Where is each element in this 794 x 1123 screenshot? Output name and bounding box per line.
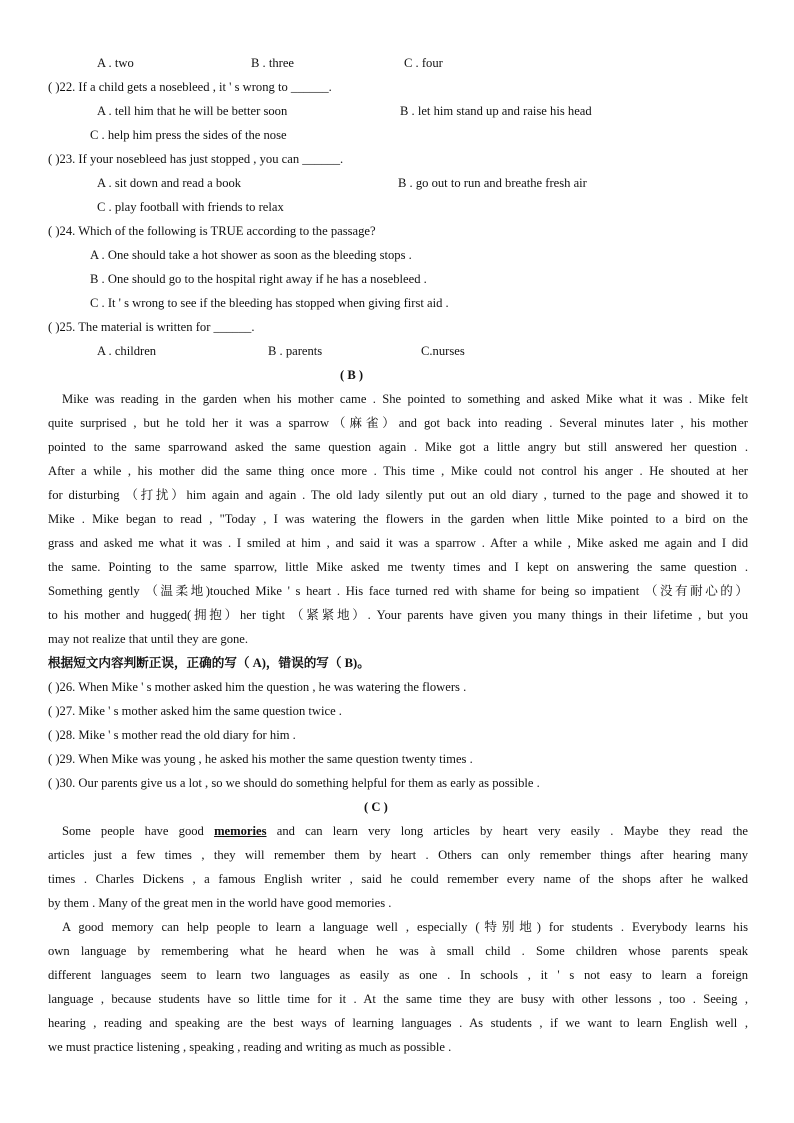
q21-option-c: C . four bbox=[404, 56, 443, 70]
passage-c-line: by them . Many of the great men in the world have good memories . bbox=[48, 896, 392, 910]
passage-c-text: Some people have good bbox=[62, 824, 215, 838]
section-c-heading: ( C ) bbox=[364, 800, 388, 814]
question-29: ( )29. When Mike was young , he asked his mother the same question twenty times . bbox=[48, 752, 473, 766]
passage-b-line: After a while , his mother did the same thing once more . This time , Mike could not control his anger . He shouted at her bbox=[48, 464, 748, 478]
passage-c-line: different languages seem to learn two languages as easily as one . In schools , it ' s not easy to learn a foreign bbox=[48, 968, 748, 982]
passage-c-line: articles just a few times , they will remember them by heart . Others can only remember things after hearing many bbox=[48, 848, 748, 862]
passage-c-text: and can learn very long articles by heart very easily . Maybe they read the bbox=[266, 824, 748, 838]
passage-c-line: own language by remembering what he heard when he was à small child . Some children whose parents speak bbox=[48, 944, 748, 958]
q22-option-a: A . tell him that he will be better soon bbox=[97, 104, 288, 118]
q23-option-c: C . play football with friends to relax bbox=[97, 200, 284, 214]
q25-stem: ( )25. The material is written for ______. bbox=[48, 320, 255, 334]
q24-stem: ( )24. Which of the following is TRUE according to the passage? bbox=[48, 224, 376, 238]
q23-stem: ( )23. If your nosebleed has just stopped , you can ______. bbox=[48, 152, 344, 166]
passage-c-line: language , because students have so little time for it . At the same time they are busy with other lessons , too . Seeing , bbox=[48, 992, 748, 1006]
passage-b-line: Something gently （温柔地)touched Mike ' s heart . His face turned red with shame for being so impatient （没有耐心的） bbox=[48, 584, 748, 598]
question-27: ( )27. Mike ' s mother asked him the same question twice . bbox=[48, 704, 342, 718]
q23-option-a: A . sit down and read a book bbox=[97, 176, 242, 190]
q25-option-a: A . children bbox=[97, 344, 157, 358]
passage-b-line: for disturbing （打扰）him again and again . The old lady silently put out an old diary , turned to the page and showed it to bbox=[48, 488, 748, 502]
question-28: ( )28. Mike ' s mother read the old diary for him . bbox=[48, 728, 296, 742]
q24-option-a: A . One should take a hot shower as soon as the bleeding stops . bbox=[90, 248, 412, 262]
question-30: ( )30. Our parents give us a lot , so we should do something helpful for them as early as possible . bbox=[48, 776, 540, 790]
passage-b-line: grass and asked me what it was . I smiled at him , and said it was a sparrow . After a while , Mike asked me again and I did bbox=[48, 536, 748, 550]
passage-b-line: pointed to the same sparrowand asked the same question again . Mike got a little angry but still answered her question . bbox=[48, 440, 748, 454]
passage-b-line: quite surprised , but he told her it was a sparrow（麻雀）and got back into reading . Several minutes later , his mother bbox=[48, 416, 748, 430]
passage-c-line: times . Charles Dickens , a famous English writer , said he could remember every name of the shops after he walked bbox=[48, 872, 748, 886]
passage-b-line: Mike was reading in the garden when his mother came . She pointed to something and asked Mike what it was . Mike felt bbox=[62, 392, 748, 406]
question-26: ( )26. When Mike ' s mother asked him the question , he was watering the flowers . bbox=[48, 680, 467, 694]
section-b-instruction: 根据短文内容判断正误，正确的写（ A)，错误的写（ B)。 bbox=[48, 656, 370, 670]
q21-option-a: A . two bbox=[97, 56, 134, 70]
section-b-heading: ( B ) bbox=[340, 368, 364, 382]
q24-option-c: C . It ' s wrong to see if the bleeding has stopped when giving first aid . bbox=[90, 296, 449, 310]
q22-option-b: B . let him stand up and raise his head bbox=[400, 104, 592, 118]
q24-option-b: B . One should go to the hospital right away if he has a nosebleed . bbox=[90, 272, 427, 286]
passage-b-line: the same. Pointing to the same sparrow, little Mike asked me twenty times and I kept on answering the same question . bbox=[48, 560, 748, 574]
passage-b-line: to his mother and hugged(拥抱）her tight （紧紧地）. Your parents have given you many things in their lifetime , but you bbox=[48, 608, 748, 622]
q22-stem: ( )22. If a child gets a nosebleed , it ' s wrong to ______. bbox=[48, 80, 332, 94]
underlined-word-memories: memories bbox=[214, 824, 267, 838]
passage-c-line: we must practice listening , speaking , reading and writing as much as possible . bbox=[48, 1040, 452, 1054]
passage-b-line: Mike . Mike began to read , "Today , I was watering the flowers in the garden when little Mike pointed to a bird on the bbox=[48, 512, 748, 526]
q22-option-c: C . help him press the sides of the nose bbox=[90, 128, 287, 142]
q25-option-b: B . parents bbox=[268, 344, 323, 358]
passage-c-line: hearing , reading and speaking are the best ways of learning languages . As students , if we want to learn English well , bbox=[48, 1016, 748, 1030]
passage-c-line bbox=[62, 823, 748, 839]
q23-option-b: B . go out to run and breathe fresh air bbox=[398, 176, 587, 190]
q21-option-b: B . three bbox=[251, 56, 295, 70]
q25-option-c: C.nurses bbox=[421, 344, 465, 358]
passage-c-line: A good memory can help people to learn a language well , especially (特别地) for students . Everybody learns his bbox=[62, 920, 748, 934]
passage-b-line: may not realize that until they are gone. bbox=[48, 632, 249, 646]
